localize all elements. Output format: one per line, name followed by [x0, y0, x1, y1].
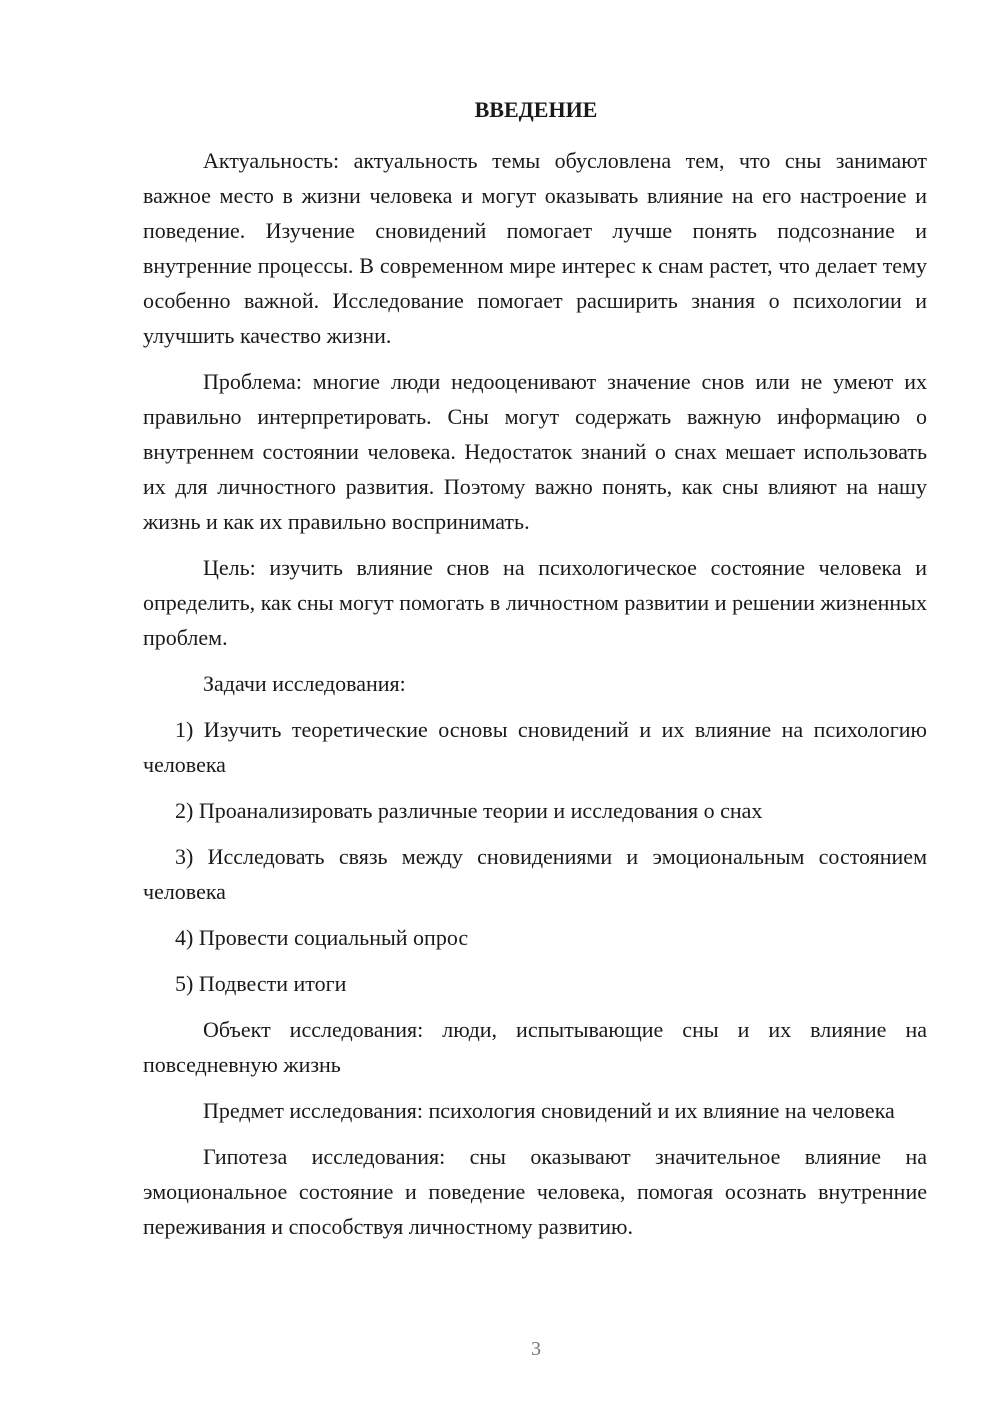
task-item-5: 5) Подвести итоги [175, 971, 347, 996]
task-item-1: 1) Изучить теоретические основы сновидений и их влияние на психологию человека [143, 717, 927, 777]
paragraph-tasks-heading: Задачи исследования: [203, 671, 406, 696]
task-item-4: 4) Провести социальный опрос [175, 925, 469, 950]
document-body [143, 143, 927, 1255]
paragraph-hypothesis: Гипотеза исследования: сны оказывают значительное влияние на эмоциональное состояние и поведение человека, помогая осознать внутренние переживания и способствуя личностному развитию. [143, 1144, 927, 1239]
paragraph-object: Объект исследования: люди, испытывающие сны и их влияние на повседневную жизнь [143, 1017, 927, 1077]
task-item-3: 3) Исследовать связь между сновидениями и эмоциональным состоянием человека [143, 844, 927, 904]
paragraph-goal: Цель: изучить влияние снов на психологическое состояние человека и определить, как сны могут помогать в личностном развитии и решении жизненных проблем. [143, 555, 927, 650]
paragraph-subject: Предмет исследования: психология сновидений и их влияние на человека [203, 1098, 895, 1123]
paragraph-relevance: Актуальность: актуальность темы обусловлена тем, что сны занимают важное место в жизни человека и могут оказывать влияние на его настроение и поведение. Изучение сновидений помогает лучше понять подсознание и внутренние процессы. В современном мире интерес к снам растет, что делает тему особенно важной. Исследование помогает расширить знания о психологии и улучшить качество жизни. [143, 148, 927, 348]
task-item-2: 2) Проанализировать различные теории и исследования о снах [175, 798, 763, 823]
page-title: ВВЕДЕНИЕ [474, 97, 598, 122]
paragraph-problem: Проблема: многие люди недооценивают значение снов или не умеют их правильно интерпретировать. Сны могут содержать важную информацию о внутреннем состоянии человека. Недостаток знаний о снах мешает использовать их для личностного развития. Поэтому важно понять, как сны влияют на нашу жизнь и как их правильно воспринимать. [143, 369, 927, 534]
page-number: 3 [531, 1338, 541, 1360]
